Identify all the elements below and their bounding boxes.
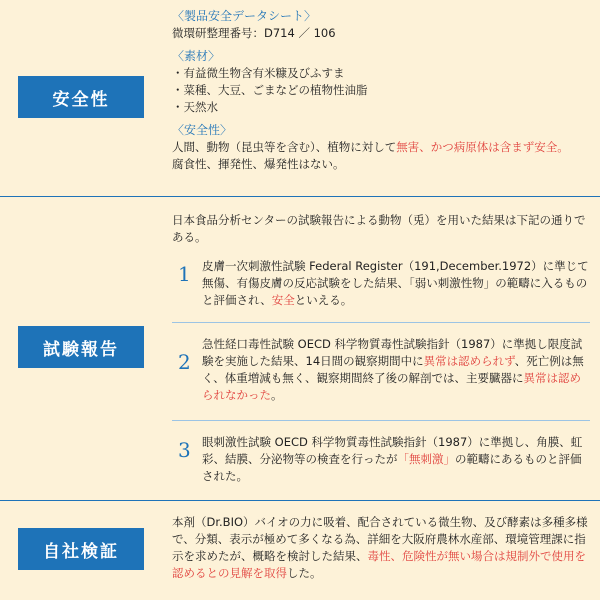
material-item: ・有益微生物含有米糠及びふすま (172, 66, 345, 80)
materials-heading: 〈素材〉 (172, 49, 221, 63)
in-house-content: 本剤（Dr.BIO）バイオの力に吸着、配合されている微生物、及び酵素は多種多様で、分類、表示が極めて多くなる為、詳細を大阪府農林水産部、環境管理課に指示を求めたが、概略を検討した結果、毒性、危険性が無い場合は規制外で使用を認めるとの見解を取得した。 (172, 515, 588, 580)
in-house-label: 自社検証 (18, 528, 144, 570)
test-item: 3 眼刺激性試験 OECD 科学物質毒性試験指針（1987）に準拠し、角膜、虹彩、結膜、分泌物等の検査を行ったが「無刺激」の範疇にあるものと評価された。 (178, 435, 583, 483)
test-report-label: 試験報告 (18, 326, 144, 368)
test-item: 1 皮膚一次刺激性試験 Federal Register（191,December.1972）に準じて無傷、有傷皮膚の反応試験をした結果、「弱い刺激性物」の範疇に入るものと評価され、安全といえる。 (178, 259, 589, 307)
item-number: 2 (178, 350, 191, 374)
section-divider (0, 500, 600, 501)
safety-statement: 人間、動物（昆虫等を含む）、植物に対して無害、かつ病原体は含まず安全。 (172, 140, 569, 154)
section-divider (0, 196, 600, 197)
safety-content (172, 8, 590, 173)
safety-label: 安全性 (18, 76, 144, 118)
item-number: 3 (178, 438, 191, 462)
data-sheet-heading: 〈製品安全データシート〉 (172, 9, 317, 23)
test-item: 2 急性経口毒性試験 OECD 科学物質毒性試験指針（1987）に準拠し限度試験を実施した結果、14日間の観察期間中に異常は認められず、死亡例は無く、体重増減も無く、観察期間終了後の解剖では、主要臓器に異常は認められなかった。 (178, 337, 584, 402)
data-sheet-number: 微環研整理番号：D714 ／ 106 (172, 26, 336, 40)
safety-heading: 〈安全性〉 (172, 123, 233, 137)
item-number: 1 (178, 262, 191, 286)
item-divider (172, 322, 590, 323)
safety-statement-2: 腐食性、揮発性、爆発性はない。 (172, 157, 345, 171)
item-divider (172, 420, 590, 421)
test-report-intro: 日本食品分析センターの試験報告による動物（兎）を用いた結果は下記の通りである。 (172, 213, 586, 244)
material-item: ・菜種、大豆、ごまなどの植物性油脂 (172, 83, 368, 97)
material-item: ・天然水 (172, 100, 218, 114)
